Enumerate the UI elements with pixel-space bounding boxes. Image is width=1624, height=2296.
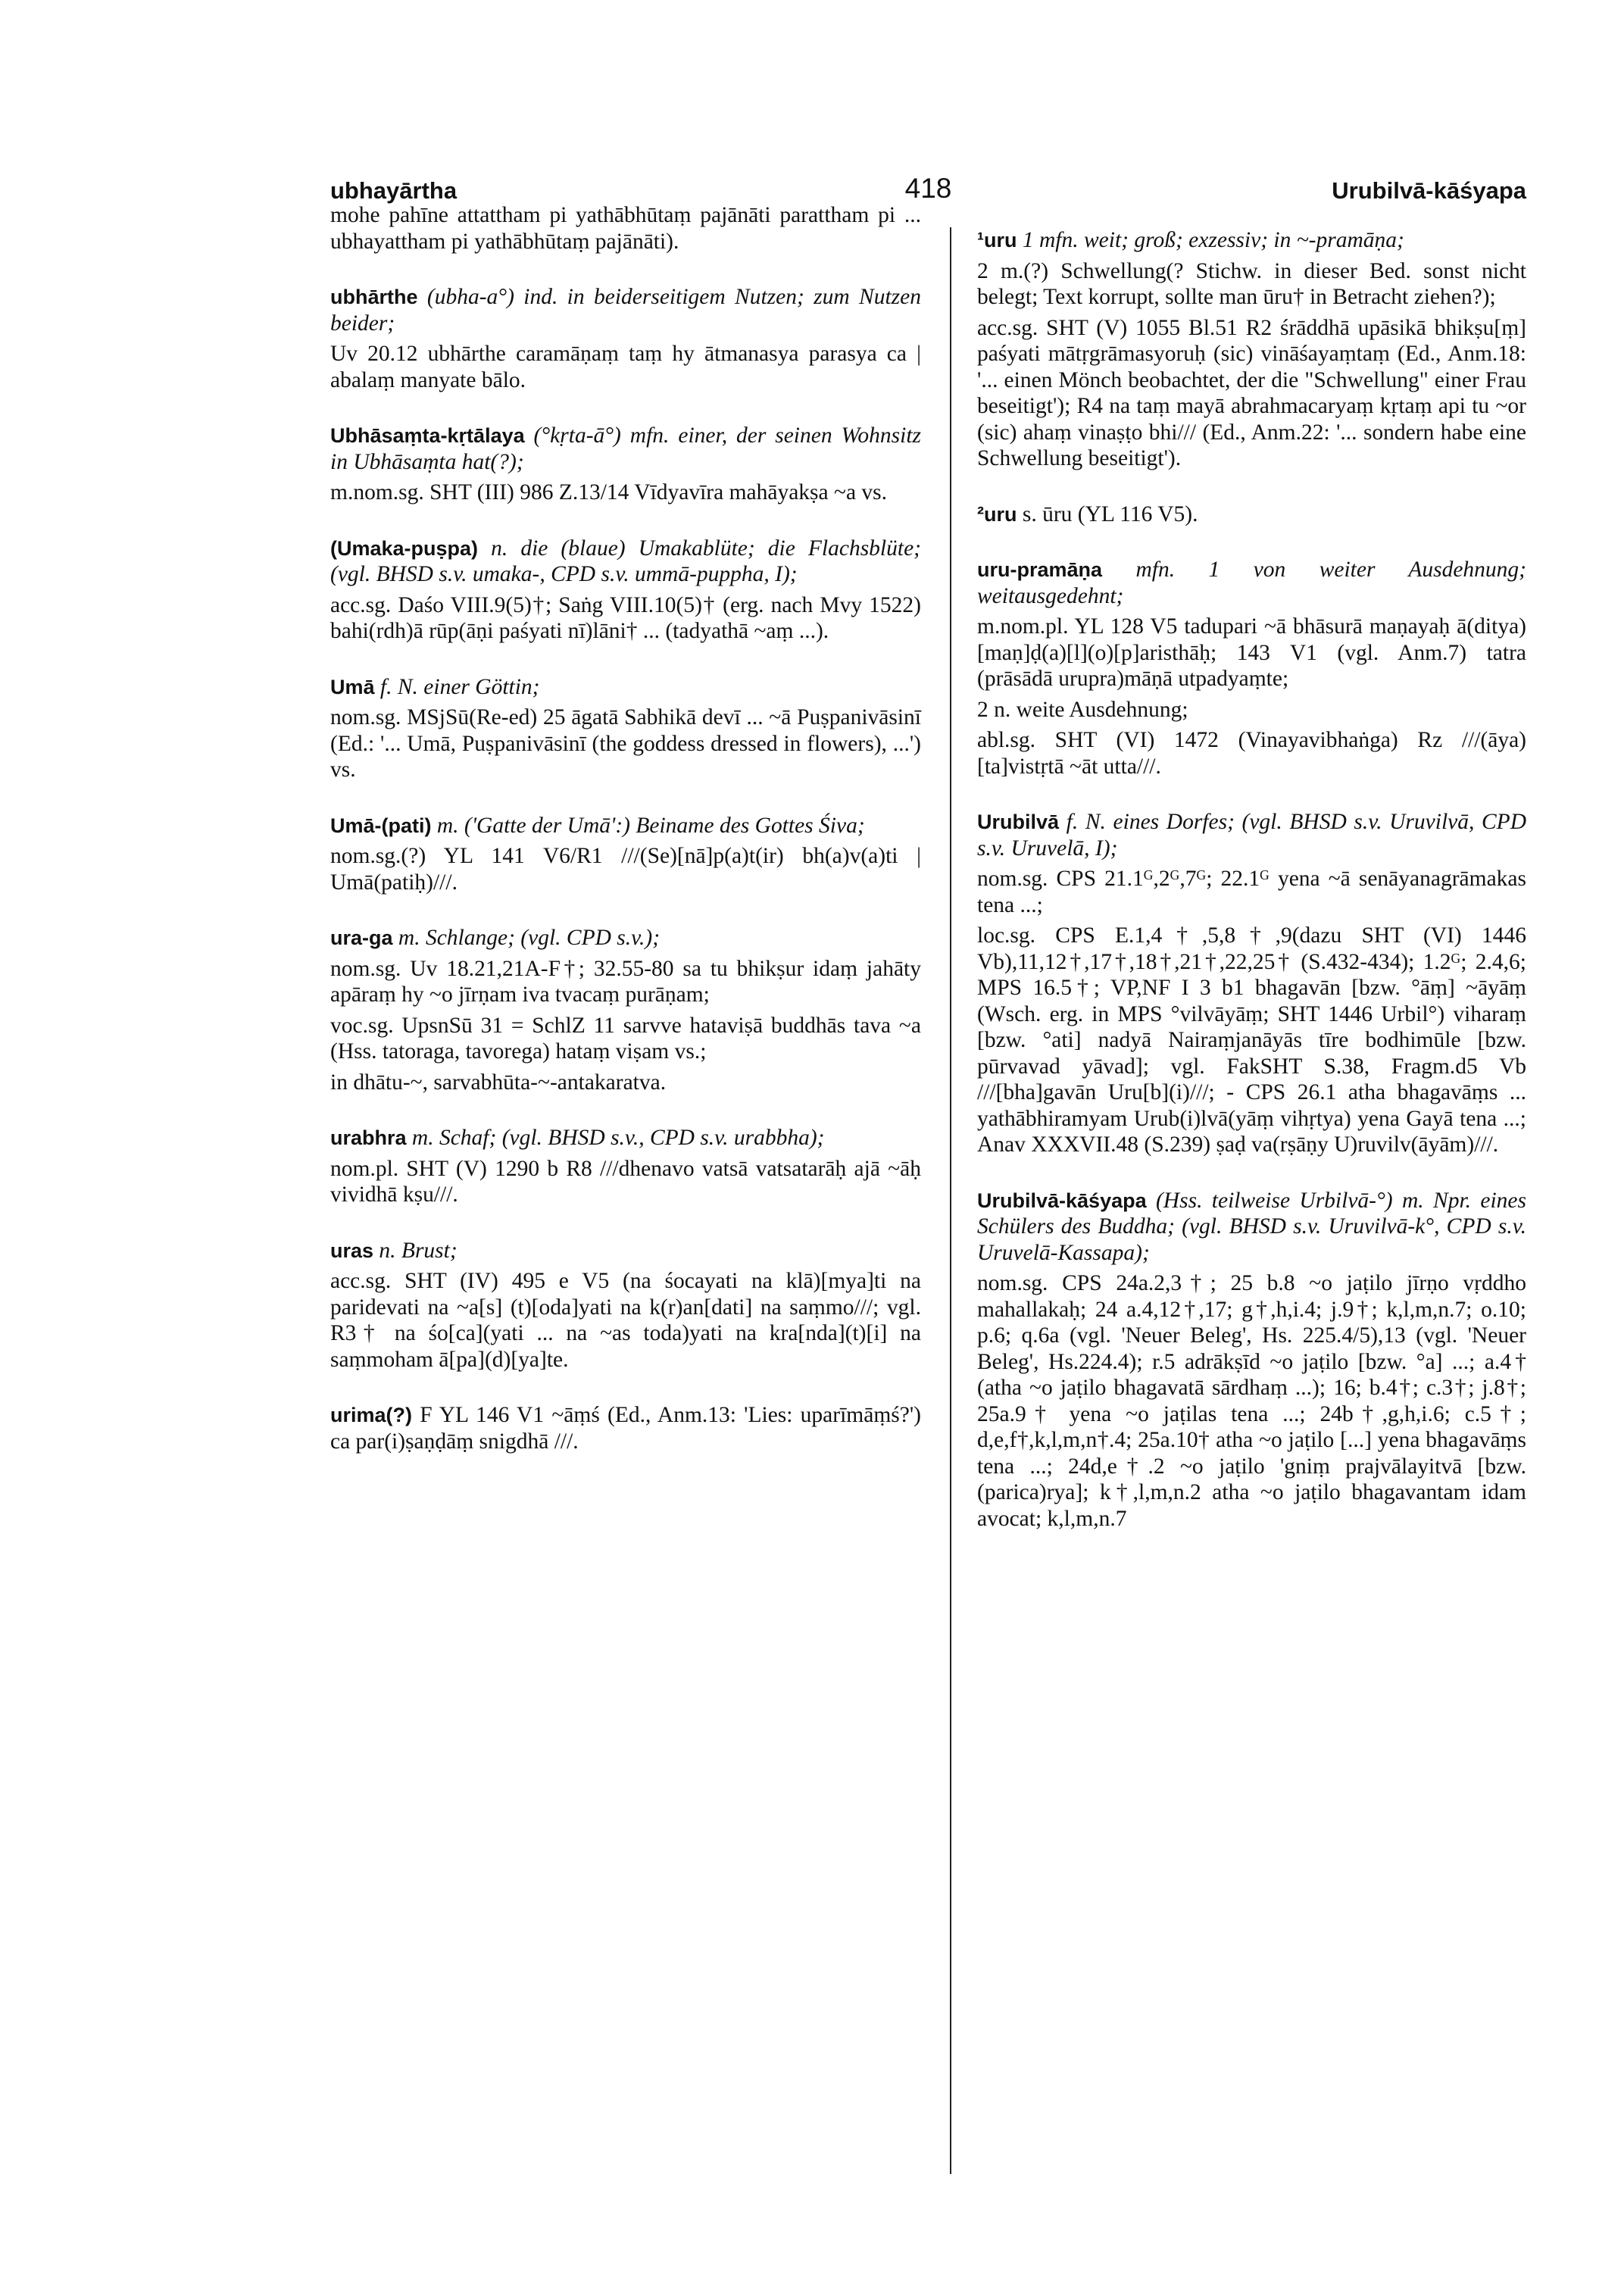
definition: (ubha-a°) ind. in beiderseitigem Nutzen; zum Nutzen beider;: [330, 285, 921, 336]
headword: urabhra: [330, 1126, 407, 1149]
entry-line: Uv 20.12 ubhārthe caramāṇaṃ taṃ hy ātmanasya parasya ca | abalaṃ manyate bālo.: [330, 342, 921, 392]
headword: Urubilvā-kāśyapa: [977, 1189, 1147, 1212]
definition: F YL 146 V1 ~āṃś (Ed., Anm.13: 'Lies: uparīmāṃś?') ca par(i)ṣaṇḍāṃ snigdhā ///.: [330, 1403, 921, 1454]
headword: (Umaka-puṣpa): [330, 536, 479, 560]
entry-head-line: [977, 557, 1526, 609]
headword: Urubilvā: [977, 811, 1060, 833]
definition: m. Schaf; (vgl. BHSD s.v., CPD s.v. urabbha);: [411, 1126, 825, 1150]
entry-line: loc.sg. CPS E.1,4†,5,8†,9(dazu SHT (VI) 1446 Vb),11,12†,17†,18†,21†,22,25† (S.432-434); 1.2ᴳ; 2.4,6; MPS 16.5†; VP,NF I 3 b1 bhagavān [bzw. °āṃ] ~āyāṃ (Wsch. erg. in MPS °vilvāyāṃ; SHT 1446 Urbil°) viharaṃ [bzw. °ati] nadyā Nairaṃjanāyās tīre bodhimūle [bzw. pūrvavad yāvad]; vgl. FakSHT S.38, Fragm.d5 Vb ///[bha]gavān Uru[b](i)///; - CPS 26.1 atha bhagavāṃs ... yathābhiramyam Urub(i)lvā(yāṃ vihṛtya) yena Gayā tena ...; Anav XXXVII.48 (S.239) ṣaḍ va(rṣāṇy U)ruvilv(āyām)///.: [977, 923, 1526, 1157]
definition: (Hss. teilweise Urbilvā-°) m. Npr. eines Schülers des Buddha; (vgl. BHSD s.v. Uruvilvā-k°, CPD s.v. Uruvelā-Kassapa);: [977, 1188, 1527, 1265]
dictionary-entry: [330, 202, 921, 255]
entry-head-line: [330, 925, 921, 951]
headword: ¹uru: [977, 229, 1017, 251]
headword: uru-pramāṇa: [977, 558, 1103, 581]
dictionary-entry: [977, 809, 1526, 1158]
right-column: [977, 227, 1526, 1561]
entry-line: acc.sg. SHT (V) 1055 Bl.51 R2 śrāddhā upāsikā bhikṣu[ṃ] paśyati mātṛgrāmasyoruḥ (sic) vināśayaṃtaṃ (Ed., Anm.18: '... einen Mönch beobachtet, der die "Schwellung" einer Frau beseitigt'); R4 na taṃ mayā abrahmacaryaṃ kṛtaṃ api tu ~or (sic) ahaṃ vinaṣṭo bhi/// (Ed., Anm.22: '... sondern habe eine Schwellung beseitigt').: [977, 315, 1526, 470]
definition: s. ūru (YL 116 V5).: [1022, 501, 1198, 526]
headword: Umā: [330, 675, 375, 698]
entry-line: voc.sg. UpsnSū 31 = SchlZ 11 sarvve hataviṣā buddhās tava ~a (Hss. tatoraga, tavorega) hataṃ viṣam vs.;: [330, 1013, 921, 1064]
page-number: 418: [904, 173, 952, 204]
entry-line: acc.sg. SHT (IV) 495 e V5 (na śocayati na klā)[mya]ti na paridevati na ~a[s] (t)[oda]yati na k(r)an[dati] na saṃmo///; vgl. R3† na śo[ca](yati ... na ~as toda)yati na kra[nda](t)[i] na saṃmoham ā[pa](d)[ya]te.: [330, 1269, 921, 1372]
headword: Ubhāsaṃta-kṛtālaya: [330, 424, 525, 447]
left-column: [330, 203, 921, 1484]
dictionary-entry: [330, 1402, 921, 1454]
entry-line: nom.sg.(?) YL 141 V6/R1 ///(Se)[nā]p(a)t(ir) bh(a)v(a)ti | Umā(patiḥ)///.: [330, 844, 921, 895]
definition: f. N. einer Göttin;: [379, 674, 540, 699]
definition: (°kṛta-ā°) mfn. einer, der seinen Wohnsitz in Ubhāsaṃta hat(?);: [330, 423, 921, 474]
entry-line: nom.pl. SHT (V) 1290 b R8 ///dhenavo vatsā vatsatarāḥ ajā ~āḥ vividhā kṣu///.: [330, 1156, 921, 1207]
running-head-right: Urubilvā-kāśyapa: [1332, 177, 1526, 204]
entry-head-line: [977, 501, 1526, 528]
definition: f. N. eines Dorfes; (vgl. BHSD s.v. Uruvilvā, CPD s.v. Uruvelā, I);: [977, 810, 1526, 861]
entry-head-line: [330, 1238, 921, 1264]
headword: Umā-(pati): [330, 814, 432, 837]
dictionary-entry: [977, 227, 1526, 472]
entry-head-line: [977, 227, 1526, 254]
entry-head-line: [330, 813, 921, 839]
headword: uras: [330, 1239, 374, 1262]
definition: m. ('Gatte der Umā':) Beiname des Gottes Śiva;: [436, 813, 865, 838]
definition: n. Brust;: [379, 1238, 458, 1263]
entry-line: nom.sg. CPS 21.1ᴳ,2ᴳ,7ᴳ; 22.1ᴳ yena ~ā senāyanagrāmakas tena ...;: [977, 867, 1526, 917]
dictionary-entry: [330, 925, 921, 1095]
column-divider: [950, 227, 951, 2174]
entry-line: nom.sg. CPS 24a.2,3†; 25 b.8 ~o jaṭilo jīrṇo vṛddho mahallakaḥ; 24 a.4,12†,17; g†,h,i.4; j.9†; k,l,m,n.7; o.10; p.6; q.6a (vgl. 'Neuer Beleg', Hs. 225.4/5),13 (vgl. 'Neuer Beleg', Hs.224.4); r.5 adrākṣīd ~o jaṭilo [bzw. °a] ...; a.4† (atha ~o jaṭilo bhagavatā sārdhaṃ ...); 16; b.4†; c.3†; j.8†; 25a.9† yena ~o jaṭilas tena ...; 24b†,g,h,i.6; c.5†; d,e,f†,k,l,m,n†.4; 25a.10† atha ~o jaṭilo [...] yena bhagavāṃs tena ...; 24d,e†.2 ~o jaṭilo 'gniṃ prajvālayitvā [bzw. (parica)rya]; k†,l,m,n.2 atha ~o jaṭilo bhagavantam idam avocat; k,l,m,n.7: [977, 1271, 1526, 1531]
entry-line: nom.sg. MSjSū(Re-ed) 25 āgatā Sabhikā devī ... ~ā Puṣpanivāsinī (Ed.: '... Umā, Puṣpanivāsinī (the goddess dressed in flowers), ...') vs.: [330, 705, 921, 782]
headword: urima(?): [330, 1404, 412, 1426]
dictionary-entry: [330, 1238, 921, 1373]
entry-line: in dhātu-~, sarvabhūta-~-antakaratva.: [330, 1070, 667, 1095]
running-head-left: ubhayārtha: [330, 177, 458, 204]
entry-head-line: [977, 1188, 1526, 1267]
entry-head-line: [330, 284, 921, 336]
entry-head-line: [330, 1125, 921, 1151]
entry-line: m.nom.pl. YL 128 V5 tadupari ~ā bhāsurā maṇayaḥ ā(ditya)[maṇ]ḍ(a)[l](o)[p]aristhāḥ; 143 V1 (vgl. Anm.7) tatra (prāsādā urupra)māṇā utpadyaṃte;: [977, 614, 1526, 691]
entry-head-line: [977, 809, 1526, 861]
entry-line: 2 n. weite Ausdehnung;: [977, 697, 1188, 722]
entry-line: 2 m.(?) Schwellung(? Stichw. in dieser Bed. sonst nicht belegt; Text korrupt, sollte man ūru† in Betracht ziehen?);: [977, 258, 1526, 309]
dictionary-entry: [977, 557, 1526, 779]
dictionary-entry: [330, 813, 921, 896]
entry-line: abl.sg. SHT (VI) 1472 (Vinayavibhaṅga) Rz ///(āya)[ta]vistṛtā ~āt utta///.: [977, 728, 1526, 779]
entry-line: m.nom.sg. SHT (III) 986 Z.13/14 Vīdyavīra mahāyakṣa ~a vs.: [330, 480, 888, 504]
entry-line: nom.sg. Uv 18.21,21A-F†; 32.55-80 sa tu bhikṣur idaṃ jahāty apāraṃ hy ~o jīrṇam iva tvacaṃ purāṇam;: [330, 956, 921, 1007]
entry-line: mohe pahīne attattham pi yathābhūtaṃ pajānāti parattham pi ... ubhayattham pi yathābhūtaṃ pajānāti).: [330, 203, 921, 254]
definition: 1 mfn. weit; groß; exzessiv; in ~-pramāṇa;: [1022, 228, 1404, 252]
dictionary-entry: [330, 284, 921, 393]
entry-line: acc.sg. Daśo VIII.9(5)†; Saṅg VIII.10(5)† (erg. nach Mvy 1522) bahi(rdh)ā rūp(āṇi paśyati nī)lāni† ... (tadyathā ~aṃ ...).: [330, 592, 921, 643]
definition: mfn. 1 von weiter Ausdehnung; weitausgedehnt;: [977, 558, 1526, 608]
entry-head-line: [330, 674, 921, 701]
dictionary-entry: [977, 501, 1526, 528]
entry-head-line: [330, 536, 921, 588]
dictionary-entry: [330, 674, 921, 783]
dictionary-entry: [977, 1188, 1526, 1532]
dictionary-entry: [330, 1125, 921, 1208]
headword: ura-ga: [330, 926, 393, 949]
headword: ubhārthe: [330, 286, 418, 308]
entry-head-line: [330, 1402, 921, 1454]
dictionary-entry: [330, 536, 921, 645]
dictionary-entry: [330, 423, 921, 506]
headword: ²uru: [977, 502, 1017, 526]
entry-head-line: [330, 423, 921, 475]
definition: n. die (blaue) Umakablüte; die Flachsblüte; (vgl. BHSD s.v. umaka-, CPD s.v. ummā-puppha, I);: [330, 536, 921, 586]
definition: m. Schlange; (vgl. CPD s.v.);: [398, 926, 661, 950]
